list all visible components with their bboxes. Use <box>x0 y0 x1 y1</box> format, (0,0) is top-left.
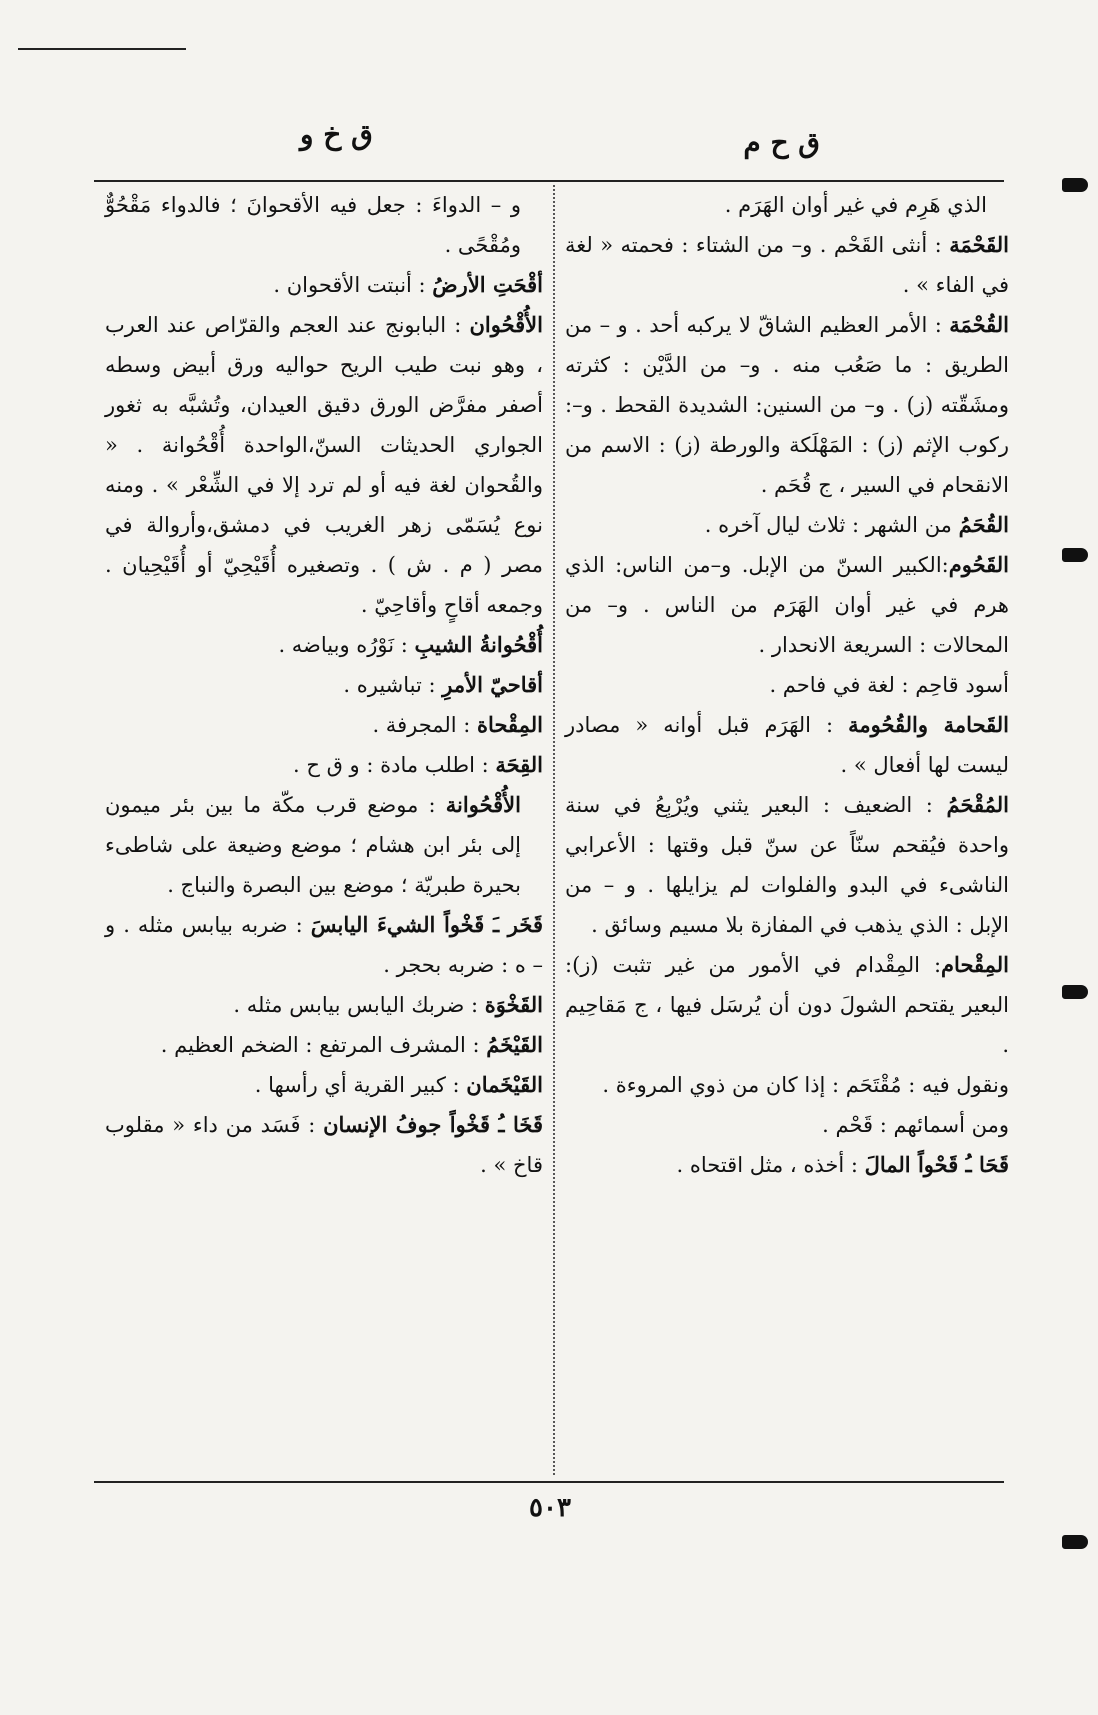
entry-definition: : تباشيره . <box>343 673 443 697</box>
entry-headword: القَخْوَة <box>484 992 543 1017</box>
entry-definition: : الأمر العظيم الشاقّ لا يركبه أحد . و – من الطريق : ما صَعُب منه . و– من الدَّيْن : كثرته ومشَقّته (ز) . و– من السنين: الشديدة القحط . و–: ركوب الإثم (ز) : المَهْلَكة والورطة (ز) : الاسم من الانقحام في السير ، ج قُحَم . <box>565 313 1009 497</box>
left-column-heading: ق خ و <box>300 118 373 151</box>
entry-headword: القُحَمُ <box>958 512 1009 537</box>
entry-definition: : ضربك اليابس بيابس مثله . <box>233 993 485 1017</box>
column-divider <box>553 185 555 1475</box>
dictionary-entry <box>105 705 543 745</box>
entry-headword: أقاحيّ الأمرِ <box>442 672 543 697</box>
dictionary-entry <box>105 625 543 665</box>
margin-mark <box>1062 985 1088 999</box>
dictionary-entry <box>105 1105 543 1185</box>
entry-headword: القَحامة والقُحُومة <box>848 712 1009 737</box>
entry-definition: : أخذه ، مثل اقتحاه . <box>676 1153 865 1177</box>
entry-definition: : المجرفة . <box>372 713 478 737</box>
entry-definition: ونقول فيه : مُقْتَحَم : إذا كان من ذوي المروءة . <box>602 1073 1009 1097</box>
footer-rule <box>94 1481 1004 1483</box>
entry-headword: القِحَة <box>495 752 543 777</box>
dictionary-entry <box>105 265 543 305</box>
entry-definition: : المِقْدام في الأمور من غير تثبت (ز): البعير يقتحم الشولَ دون أن يُرسَل فيها ، ج مَقاحِيم . <box>565 953 1009 1057</box>
entry-definition: : أنثى القَحْم . و– من الشتاء : فحمته « لغة في الفاء » . <box>565 233 1009 297</box>
entry-headword: أقْحَتِ الأرضُ <box>432 272 543 297</box>
entry-headword: قَحَا ـُ قَحْواً المالَ <box>864 1152 1009 1177</box>
dictionary-entry <box>105 305 543 625</box>
entry-headword: الأُقْحُوان <box>469 312 543 337</box>
entry-headword: المِقْحاة <box>477 712 543 737</box>
entry-definition: : كبير القرية أي رأسها . <box>254 1073 467 1097</box>
entry-definition: أسود قاحِم : لغة في فاحم . <box>769 673 1009 697</box>
entry-definition: من الشهر : ثلاث ليال آخره . <box>704 513 959 537</box>
right-column <box>559 185 1009 1475</box>
entry-definition: : اطلب مادة : و ق ح . <box>292 753 496 777</box>
right-column-heading: ق ح م <box>743 126 820 159</box>
dictionary-entry <box>565 945 1009 1065</box>
entry-headword: القَيْخَمان <box>466 1072 543 1097</box>
entry-definition: :الكبير السنّ من الإبل. و–من الناس: الذي هرم في غير أوان الهَرَم من الناس . و– من المحالات : السريعة الانحدار . <box>565 553 1009 657</box>
dictionary-entry <box>105 665 543 705</box>
entry-headword: المِقْحام <box>941 952 1009 977</box>
entry-definition: : المشرف المرتفع : الضخم العظيم . <box>160 1033 487 1057</box>
entry-headword: قَخَا ـُ قَخْواً جوفُ الإنسان <box>323 1112 543 1137</box>
entry-headword: القَحْمَة <box>949 232 1009 257</box>
dictionary-entry <box>105 985 543 1025</box>
entry-definition: : الهَرَم قبل أوانه « مصادر ليست لها أفعال » . <box>565 713 1009 777</box>
dictionary-entry <box>565 1145 1009 1185</box>
dictionary-entry <box>105 1025 543 1065</box>
dictionary-entry <box>565 185 1009 225</box>
entry-headword: قَخَر ـَ قَخْواً الشيءَ اليابسَ <box>310 912 543 937</box>
left-column <box>99 185 549 1475</box>
entry-headword: القُحْمَة <box>949 312 1009 337</box>
dictionary-entry <box>565 305 1009 505</box>
header-rule <box>94 180 1004 182</box>
entry-definition: : أنبتت الأقحوان . <box>273 273 433 297</box>
margin-mark <box>1062 1535 1088 1549</box>
dictionary-entry <box>565 505 1009 545</box>
dictionary-entry <box>565 705 1009 785</box>
entry-definition: : موضع قرب مكّة ما بين بئر ميمون إلى بئر ابن هشام ؛ موضع وضيعة على شاطىء بحيرة طبريّة ؛ موضع بين البصرة والنباج . <box>105 793 521 897</box>
margin-mark <box>1062 178 1088 192</box>
entry-definition: : نَوْرُه وبياضه . <box>278 633 415 657</box>
entry-definition: : فَسَد من داء « مقلوب قاخ » . <box>105 1113 543 1177</box>
entry-headword: أُقْحُوانةُ الشيبِ <box>414 632 543 657</box>
top-rule <box>18 48 186 50</box>
dictionary-entry <box>105 1065 543 1105</box>
entry-definition: : الضعيف : البعير يثني ويُرْبِعُ في سنة واحدة فيُقحم سنّاً عن سنّ قبل وقتها : الأعرابي الناشىء في البدو والفلوات لم يزايلها . و – من الإبل : الذي يذهب في المفازة بلا مسيم وسائق . <box>565 793 1009 937</box>
entry-headword: القَحُوم <box>948 552 1009 577</box>
entry-headword: الأُقْحُوانة <box>445 792 521 817</box>
entry-definition: الذي هَرِم في غير أوان الهَرَم . <box>724 193 987 217</box>
entry-headword: القَيْخَمُ <box>486 1032 543 1057</box>
dictionary-entry <box>105 185 543 265</box>
dictionary-entry <box>565 1105 1009 1145</box>
margin-mark <box>1062 548 1088 562</box>
dictionary-entry <box>565 545 1009 665</box>
entry-definition: ومن أسمائهم : قَحْم . <box>822 1113 1009 1137</box>
dictionary-entry <box>105 905 543 985</box>
entry-headword: المُقْحَمُ <box>946 792 1009 817</box>
entry-definition: و – الدواءَ : جعل فيه الأقحوانَ ؛ فالدواء مَقْحُوٌّ ومُقْحًى . <box>105 193 521 257</box>
dictionary-entry <box>565 785 1009 945</box>
entry-definition: : البابونج عند العجم والقرّاص عند العرب ، وهو نبت طيب الريح حواليه ورق أبيض وسطه أصفر مفرَّض الورق دقيق العيدان، وتُشبَّه به ثغور الجواري الحديثات السنّ،الواحدة أُقْحُوانة . « والقُحوان لغة فيه أو لم ترد إلا في الشِّعْر » . ومنه نوع يُسَمّى زهر الغريب في دمشق،وأروالة في مصر ( م . ش ) . وتصغيره أُقَيْحِيّ أو أُقَيْحِيان . وجمعه أقاحٍ وأقاحِيّ . <box>105 313 543 617</box>
text-columns <box>94 185 1009 1475</box>
page-header <box>300 118 860 168</box>
page-number: ٥٠٣ <box>529 1493 571 1523</box>
dictionary-entry <box>105 745 543 785</box>
dictionary-entry <box>565 1065 1009 1105</box>
dictionary-entry <box>105 785 543 905</box>
dictionary-entry <box>565 665 1009 705</box>
dictionary-entry <box>565 225 1009 305</box>
entry-definition: : ضربه بيابس مثله . و – ه : ضربه بحجر . <box>105 913 543 977</box>
